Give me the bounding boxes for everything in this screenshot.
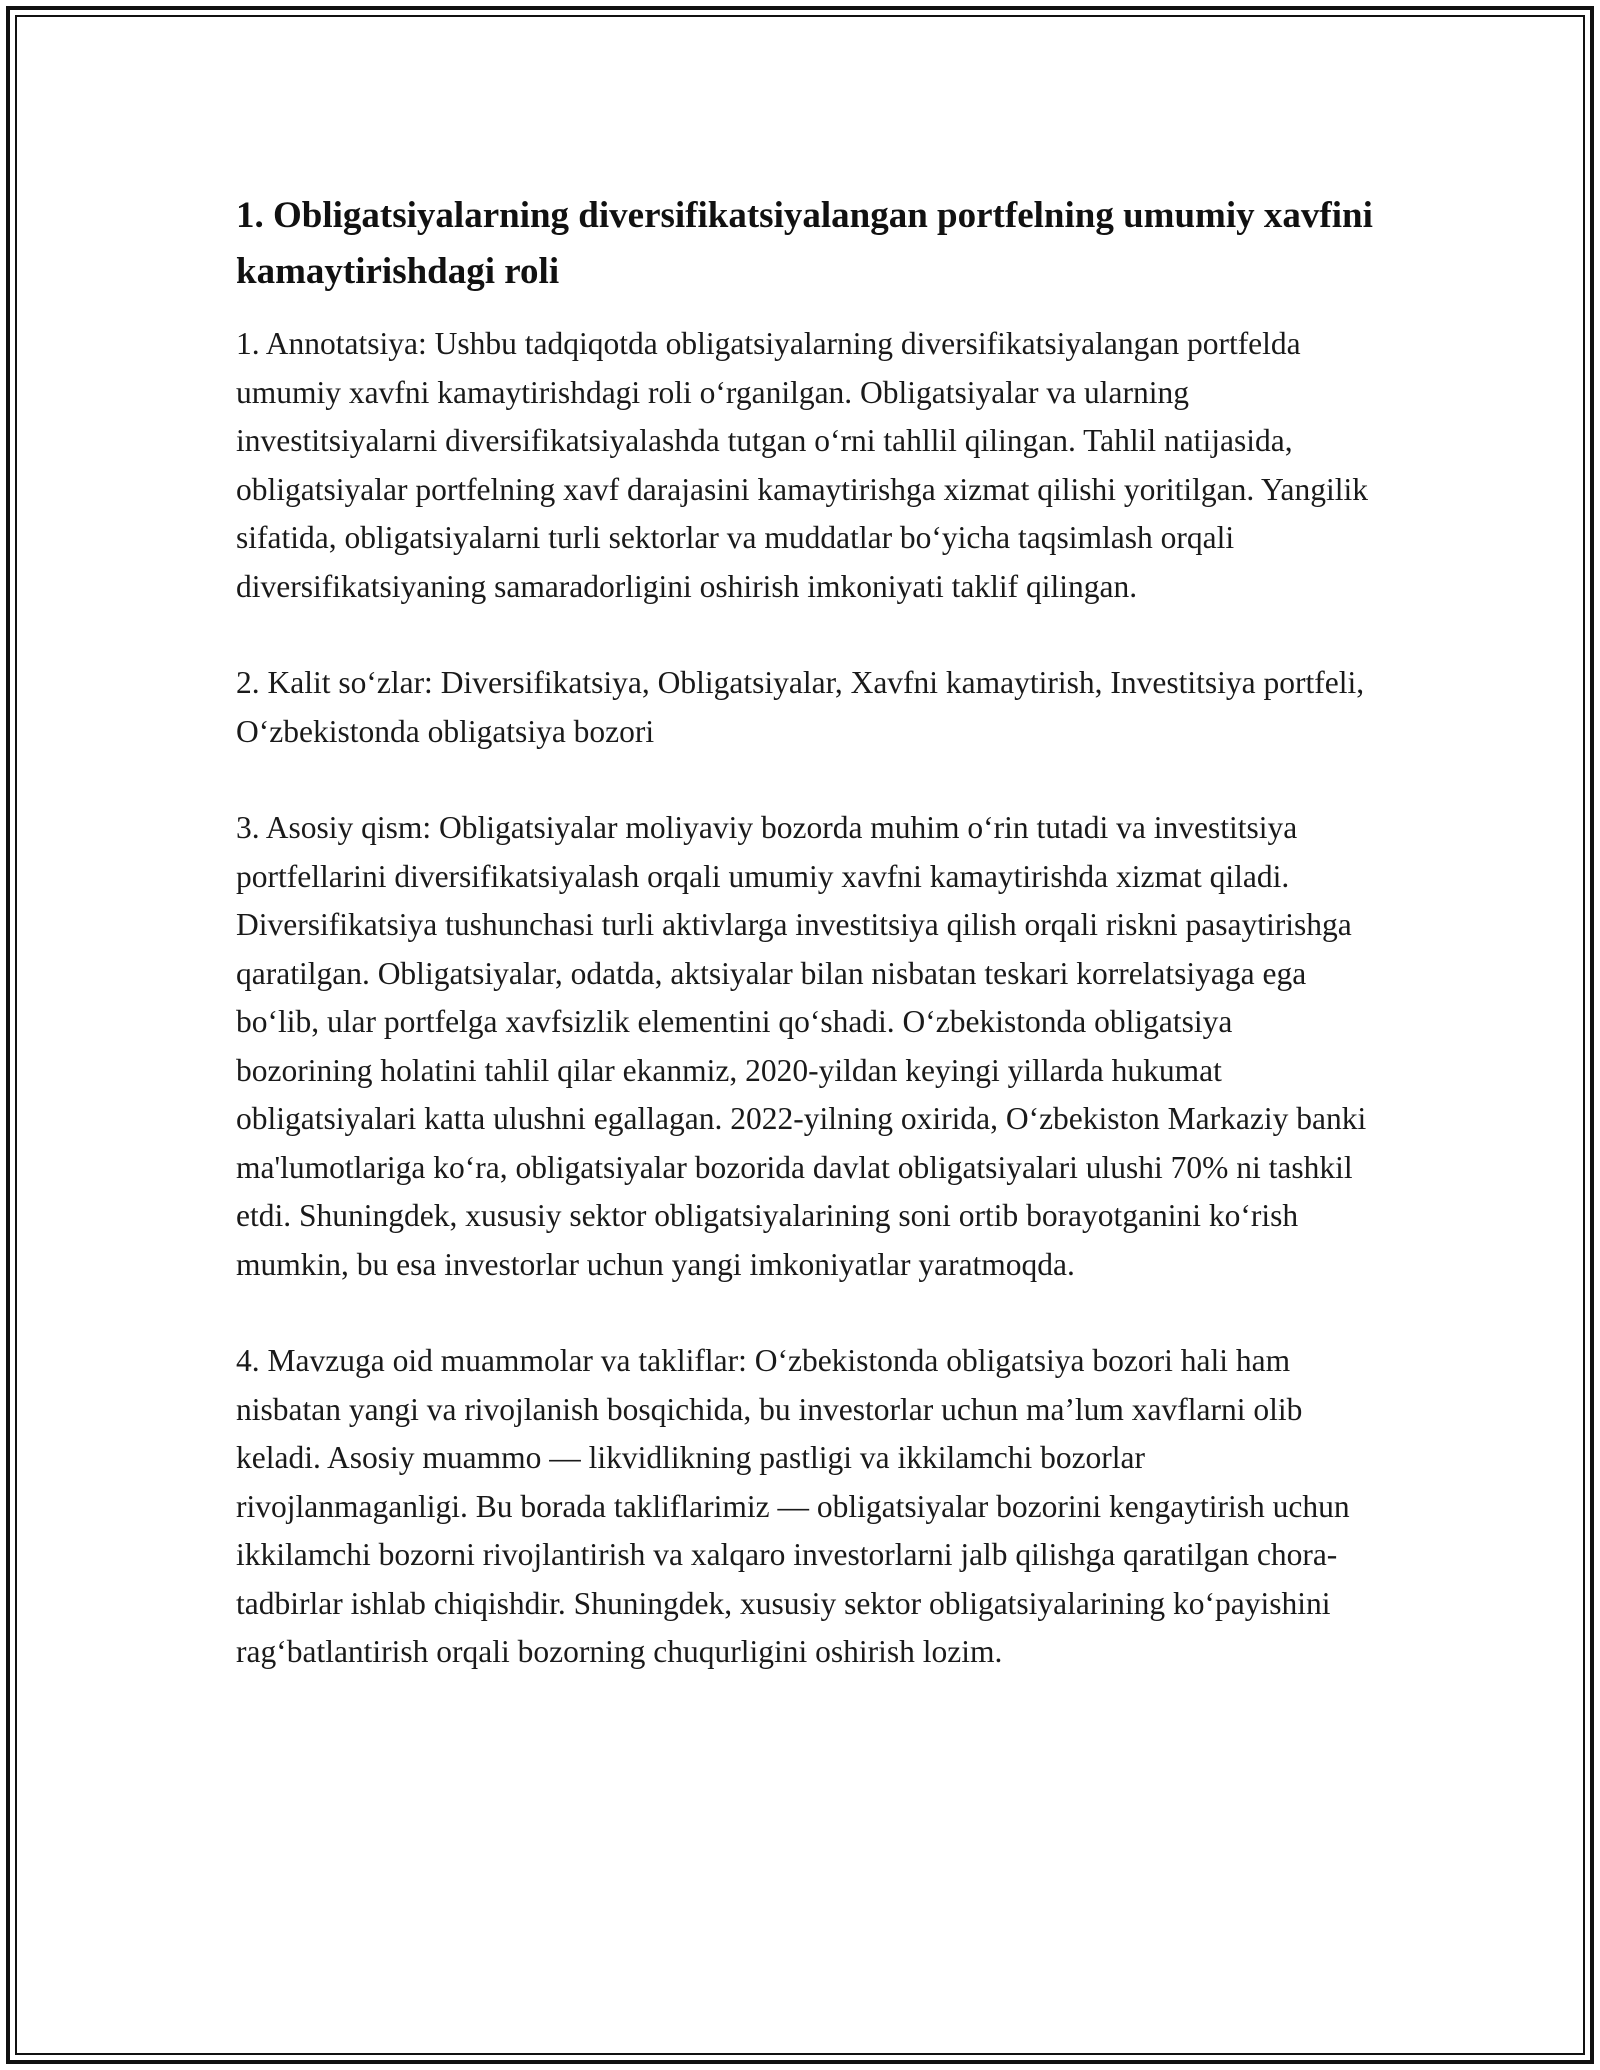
section-problems-proposals: 4. Mavzuga oid muammolar va takliflar: O‘zbekistonda obligatsiya bozori hali ham nisbatan yangi va rivojlanish bosqichida, bu investorlar uchun ma’lum xavflarni olib keladi. Asosiy muammo — likvidlikning pastligi va ikkilamchi bozorlar rivojlanmaganligi. Bu borada takliflarimiz — obligatsiyalar bozorini kengaytirish uchun ikkilamchi bozorni rivojlantirish va xalqaro investorlarni jalb qilishga qaratilgan chora-tadbirlar ishlab chiqishdir. Shuningdek, xususiy sektor obligatsiyalarining ko‘payishini rag‘batlantirish orqali bozorning chuqurligini oshirish lozim.	[236, 1343, 1350, 1669]
document-title: 1. Obligatsiyalarning diversifikatsiyalangan portfelning umumiy xavfini kamaytirishdagi roli	[236, 195, 1373, 292]
section-annotation: 1. Annotatsiya: Ushbu tadqiqotda obligatsiyalarning diversifikatsiyalangan portfelda umumiy xavfni kamaytirishdagi roli o‘rganilgan. Obligatsiyalar va ularning investitsiyalarni diversifikatsiyalashda tutgan o‘rni tahllil qilingan. Tahlil natijasida, obligatsiyalar portfelning xavf darajasini kamaytirishga xizmat qilishi yoritilgan. Yangilik sifatida, obligatsiyalarni turli sektorlar va muddatlar bo‘yicha taqsimlash orqali diversifikatsiyaning samaradorligini oshirish imkoniyati taklif qilingan.	[236, 326, 1369, 604]
section-main-part: 3. Asosiy qism: Obligatsiyalar moliyaviy bozorda muhim o‘rin tutadi va investitsiya portfellarini diversifikatsiyalash orqali umumiy xavfni kamaytirishda xizmat qiladi. Diversifikatsiya tushunchasi turli aktivlarga investitsiya qilish orqali riskni pasaytirishga qaratilgan. Obligatsiyalar, odatda, aktsiyalar bilan nisbatan teskari korrelatsiyaga ega bo‘lib, ular portfelga xavfsizlik elementini qo‘shadi. O‘zbekistonda obligatsiya bozorining holatini tahlil qilar ekanmiz, 2020-yildan keyingi yillarda hukumat obligatsiyalari katta ulushni egallagan. 2022-yilning oxirida, O‘zbekiston Markaziy banki ma'lumotlariga ko‘ra, obligatsiyalar bozorida davlat obligatsiyalari ulushi 70% ni tashkil etdi. Shuningdek, xususiy sektor obligatsiyalarining soni ortib borayotganini ko‘rish mumkin, bu esa investorlar uchun yangi imkoniyatlar yaratmoqda.	[236, 810, 1367, 1282]
section-keywords: 2. Kalit so‘zlar: Diversifikatsiya, Obligatsiyalar, Xavfni kamaytirish, Investitsiya portfeli, O‘zbekistonda obligatsiya bozori	[236, 665, 1365, 749]
document-body	[236, 188, 1376, 1677]
